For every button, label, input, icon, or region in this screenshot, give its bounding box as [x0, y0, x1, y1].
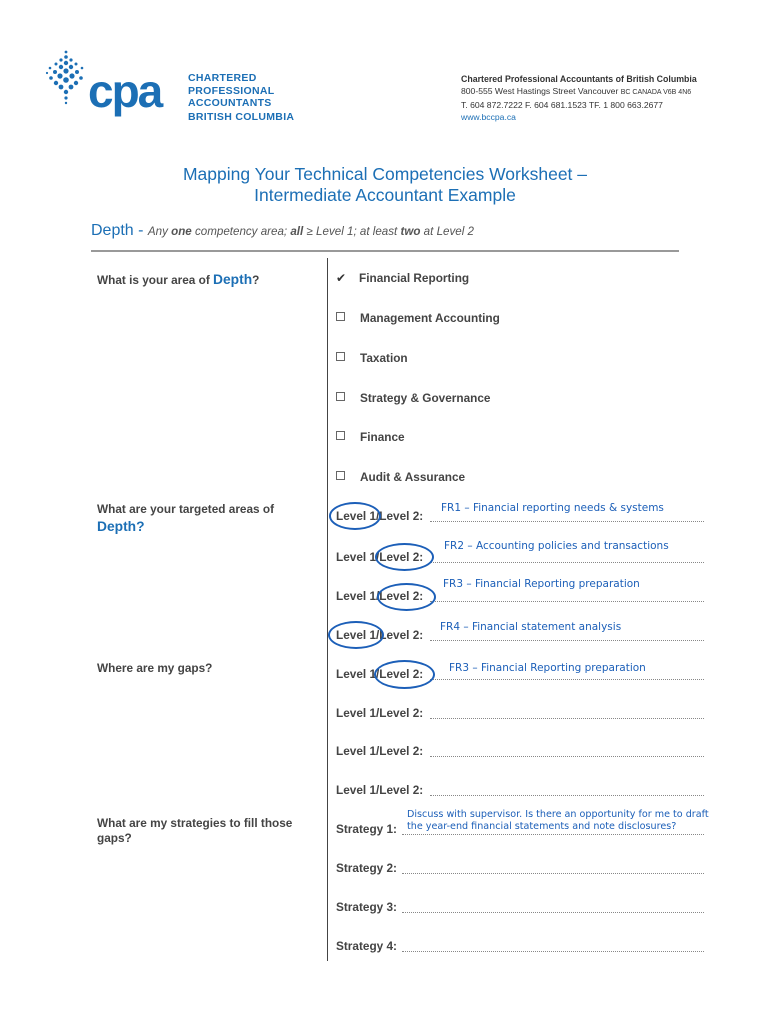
level-label: Level 1/Level 2:	[336, 628, 424, 642]
level-label: Level 1/Level 2:	[336, 783, 424, 797]
checkbox-icon[interactable]	[336, 471, 345, 480]
depth-instructions	[91, 222, 474, 240]
option-finance[interactable]	[336, 430, 405, 444]
question-strategies	[97, 816, 292, 846]
option-financial-reporting[interactable]	[336, 271, 469, 285]
org-line-2: PROFESSIONAL	[188, 84, 275, 97]
depth-bold-3: two	[400, 225, 421, 238]
level-row-3-line[interactable]	[430, 601, 704, 602]
question-gaps: Where are my gaps?	[97, 661, 213, 675]
page-title	[0, 164, 770, 206]
cpa-logo-text: cpa	[88, 65, 162, 117]
address-street	[461, 85, 697, 99]
level-row-8-line[interactable]	[430, 795, 704, 796]
org-line-1: CHARTERED	[188, 72, 257, 84]
org-line-3: ACCOUNTANTS	[188, 97, 272, 110]
option-label: Strategy & Governance	[360, 391, 491, 405]
strategy-2-line[interactable]	[402, 873, 704, 874]
option-audit-assurance[interactable]	[336, 470, 465, 484]
q1-highlight: Depth	[213, 272, 253, 287]
strategy-row-4	[336, 939, 397, 953]
depth-separator: -	[133, 222, 148, 239]
option-label: Financial Reporting	[359, 271, 470, 285]
checkbox-icon[interactable]	[336, 312, 345, 321]
q1-text: What is your area of	[97, 273, 214, 287]
question-targeted-areas	[97, 502, 274, 534]
option-taxation[interactable]	[336, 351, 408, 365]
level-row-5-entry[interactable]: FR3 – Financial Reporting preparation	[449, 662, 646, 674]
strategy-label: Strategy 4:	[336, 939, 397, 953]
address-street-text: 800-555 West Hastings Street Vancouver	[461, 86, 619, 96]
strategy-3-line[interactable]	[402, 912, 704, 913]
strategy-1-entry-line-1[interactable]: Discuss with supervisor. Is there an opportunity for me to draft	[407, 809, 709, 820]
level-row-4-line[interactable]	[430, 640, 704, 641]
q1-end: ?	[252, 273, 260, 287]
level-row-1-line[interactable]	[430, 521, 704, 522]
question-area-of-depth	[97, 272, 259, 288]
option-management-accounting[interactable]	[336, 311, 500, 325]
strategy-1-entry-line-2[interactable]: the year-end financial statements and note disclosures?	[407, 821, 677, 832]
title-line-2: Intermediate Accountant Example	[254, 185, 516, 205]
strategy-1-line[interactable]	[402, 834, 704, 835]
level-row-6-line[interactable]	[430, 718, 704, 719]
org-address	[461, 73, 697, 123]
depth-text-3: ≥ Level 1; at least	[303, 225, 401, 238]
strategy-label: Strategy 1:	[336, 822, 397, 836]
level-label: Level 1/Level 2:	[336, 550, 424, 564]
strategy-row-1	[336, 822, 397, 836]
level-row-4-entry[interactable]: FR4 – Financial statement analysis	[440, 621, 622, 633]
strategy-row-3	[336, 900, 397, 914]
option-label: Management Accounting	[360, 311, 500, 325]
level-row-7	[336, 744, 423, 758]
level-2-circle	[375, 543, 434, 571]
depth-text-1: Any	[147, 225, 172, 238]
level-1-circle	[328, 621, 384, 649]
address-phone: T. 604 872.7222 F. 604 681.1523 TF. 1 800 663.2677	[461, 100, 663, 110]
option-label: Taxation	[360, 351, 408, 365]
org-line-4: BRITISH COLUMBIA	[188, 110, 295, 123]
checkmark-icon: ✔	[336, 271, 346, 285]
level-row-5-line[interactable]	[430, 679, 704, 680]
level-2-circle	[377, 583, 436, 611]
level-row-3-entry[interactable]: FR3 – Financial Reporting preparation	[443, 578, 640, 590]
level-label: Level 1/Level 2:	[336, 667, 424, 681]
depth-text-2: competency area;	[191, 225, 291, 238]
level-row-6	[336, 706, 423, 720]
divider-rule	[91, 250, 679, 252]
level-row-2-entry[interactable]: FR2 – Accounting policies and transactions	[444, 540, 669, 552]
option-strategy-governance[interactable]	[336, 391, 490, 405]
address-postal: BC CANADA V6B 4N6	[620, 89, 692, 96]
checkbox-icon[interactable]	[336, 431, 345, 440]
option-label: Finance	[360, 430, 405, 444]
address-org-name: Chartered Professional Accountants of British Columbia	[461, 74, 697, 84]
q2-highlight: Depth?	[97, 519, 145, 534]
checkbox-icon[interactable]	[336, 352, 345, 361]
org-name	[188, 72, 294, 123]
level-row-8	[336, 783, 423, 797]
option-label: Audit & Assurance	[360, 470, 466, 484]
column-divider	[327, 258, 328, 961]
q4-line-1: What are my strategies to fill those	[97, 816, 293, 830]
strategy-label: Strategy 3:	[336, 900, 397, 914]
address-website[interactable]: www.bccpa.ca	[461, 112, 516, 122]
depth-heading: Depth	[91, 222, 134, 239]
level-label: Level 1/Level 2:	[336, 509, 424, 523]
title-line-1: Mapping Your Technical Competencies Worksheet –	[182, 164, 588, 184]
level-label: Level 1/Level 2:	[336, 706, 424, 720]
depth-text-4: at Level 2	[420, 225, 474, 238]
level-label: Level 1/Level 2:	[336, 744, 424, 758]
level-label: Level 1/Level 2:	[336, 589, 424, 603]
strategy-label: Strategy 2:	[336, 861, 397, 875]
level-2-circle	[374, 660, 435, 689]
depth-bold-2: all	[290, 225, 304, 238]
checkbox-icon[interactable]	[336, 392, 345, 401]
strategy-row-2	[336, 861, 397, 875]
level-1-circle	[329, 502, 381, 530]
level-row-1-entry[interactable]: FR1 – Financial reporting needs & systems	[441, 502, 664, 514]
q2-text: What are your targeted areas of	[97, 502, 275, 516]
level-row-2-line[interactable]	[430, 562, 704, 563]
q4-line-2: gaps?	[97, 831, 132, 845]
strategy-4-line[interactable]	[402, 951, 704, 952]
depth-bold-1: one	[171, 225, 192, 238]
cpa-logo-mark	[44, 48, 94, 108]
level-row-7-line[interactable]	[430, 756, 704, 757]
